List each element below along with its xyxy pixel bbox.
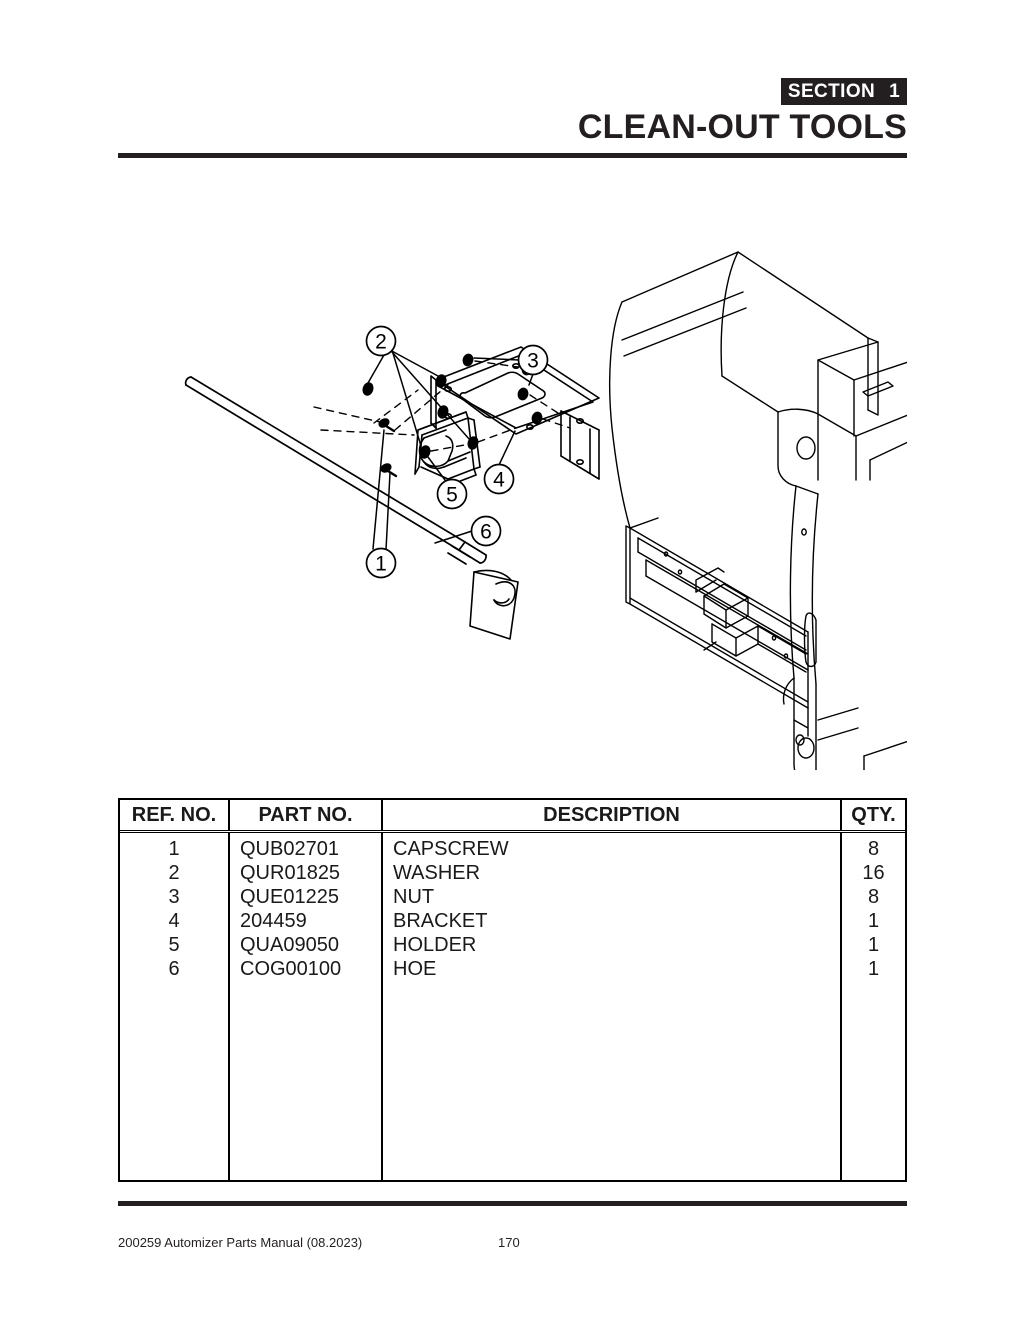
page-footer bbox=[118, 1235, 907, 1255]
callout-label-2: 2 bbox=[375, 330, 387, 354]
parts-table-body bbox=[120, 833, 905, 1181]
page-title: CLEAN-OUT TOOLS bbox=[577, 108, 907, 146]
column-part-cells bbox=[230, 833, 383, 1181]
table-cell-part: QUA09050 bbox=[240, 934, 339, 956]
table-cell-description: WASHER bbox=[393, 862, 481, 884]
parts-table-header-row bbox=[120, 800, 905, 833]
figure-clean-out-tools bbox=[118, 180, 907, 770]
column-header-qty: QTY. bbox=[851, 803, 896, 826]
callout-label-1: 1 bbox=[375, 552, 387, 576]
table-cell-qty: 1 bbox=[867, 934, 880, 956]
washer bbox=[362, 382, 374, 396]
table-cell-ref: 4 bbox=[168, 910, 180, 932]
table-cell-part: 204459 bbox=[240, 910, 307, 932]
fastener-group bbox=[362, 353, 543, 476]
footer-divider-rule bbox=[118, 1201, 907, 1206]
table-cell-qty: 1 bbox=[867, 958, 880, 980]
callout-bubbles bbox=[367, 327, 548, 578]
table-cell-description: HOLDER bbox=[393, 934, 477, 956]
hoe-blade bbox=[470, 570, 518, 639]
callout-label-5: 5 bbox=[446, 483, 458, 507]
table-cell-description: CAPSCREW bbox=[393, 838, 509, 860]
table-cell-ref: 2 bbox=[168, 862, 180, 884]
table-cell-description: HOE bbox=[393, 958, 437, 980]
table-cell-part: QUB02701 bbox=[240, 838, 339, 860]
parts-table bbox=[118, 798, 907, 1182]
table-cell-ref: 1 bbox=[168, 838, 180, 860]
table-cell-qty: 1 bbox=[867, 910, 880, 932]
capscrew bbox=[380, 462, 396, 476]
column-description-cells bbox=[383, 833, 842, 1181]
table-cell-ref: 6 bbox=[168, 958, 180, 980]
table-cell-description: NUT bbox=[393, 886, 435, 908]
callout-label-6: 6 bbox=[480, 520, 492, 544]
table-cell-part: QUE01225 bbox=[240, 886, 339, 908]
nut bbox=[462, 353, 474, 366]
footer-page-number: 170 bbox=[498, 1235, 520, 1250]
section-badge-label: SECTION bbox=[787, 80, 876, 102]
column-header-description: DESCRIPTION bbox=[383, 800, 842, 830]
nut bbox=[517, 387, 529, 400]
callout-leaders bbox=[368, 350, 533, 550]
table-cell-part: QUR01825 bbox=[240, 862, 341, 884]
table-cell-description: BRACKET bbox=[393, 910, 488, 932]
footer-manual-reference: 200259 Automizer Parts Manual (08.2023) bbox=[118, 1235, 363, 1250]
hoe-handle bbox=[186, 377, 486, 564]
table-cell-qty: 8 bbox=[867, 886, 880, 908]
table-cell-ref: 3 bbox=[168, 886, 180, 908]
washer bbox=[437, 405, 449, 419]
table-cell-part: COG00100 bbox=[240, 958, 342, 980]
machine-frame-assembly bbox=[610, 252, 907, 770]
table-cell-ref: 5 bbox=[168, 934, 180, 956]
callout-label-3: 3 bbox=[527, 349, 539, 373]
column-ref-cells bbox=[120, 833, 230, 1181]
table-cell-qty: 16 bbox=[862, 862, 885, 884]
column-header-ref: REF. NO. bbox=[120, 800, 230, 830]
section-badge bbox=[781, 78, 907, 105]
column-qty-cells bbox=[842, 833, 905, 1181]
column-header-part: PART NO. bbox=[230, 800, 383, 830]
table-cell-qty: 8 bbox=[867, 838, 880, 860]
capscrew bbox=[378, 417, 394, 431]
header-divider-rule bbox=[118, 153, 907, 158]
callout-label-4: 4 bbox=[493, 468, 505, 492]
section-badge-number: 1 bbox=[889, 80, 901, 102]
